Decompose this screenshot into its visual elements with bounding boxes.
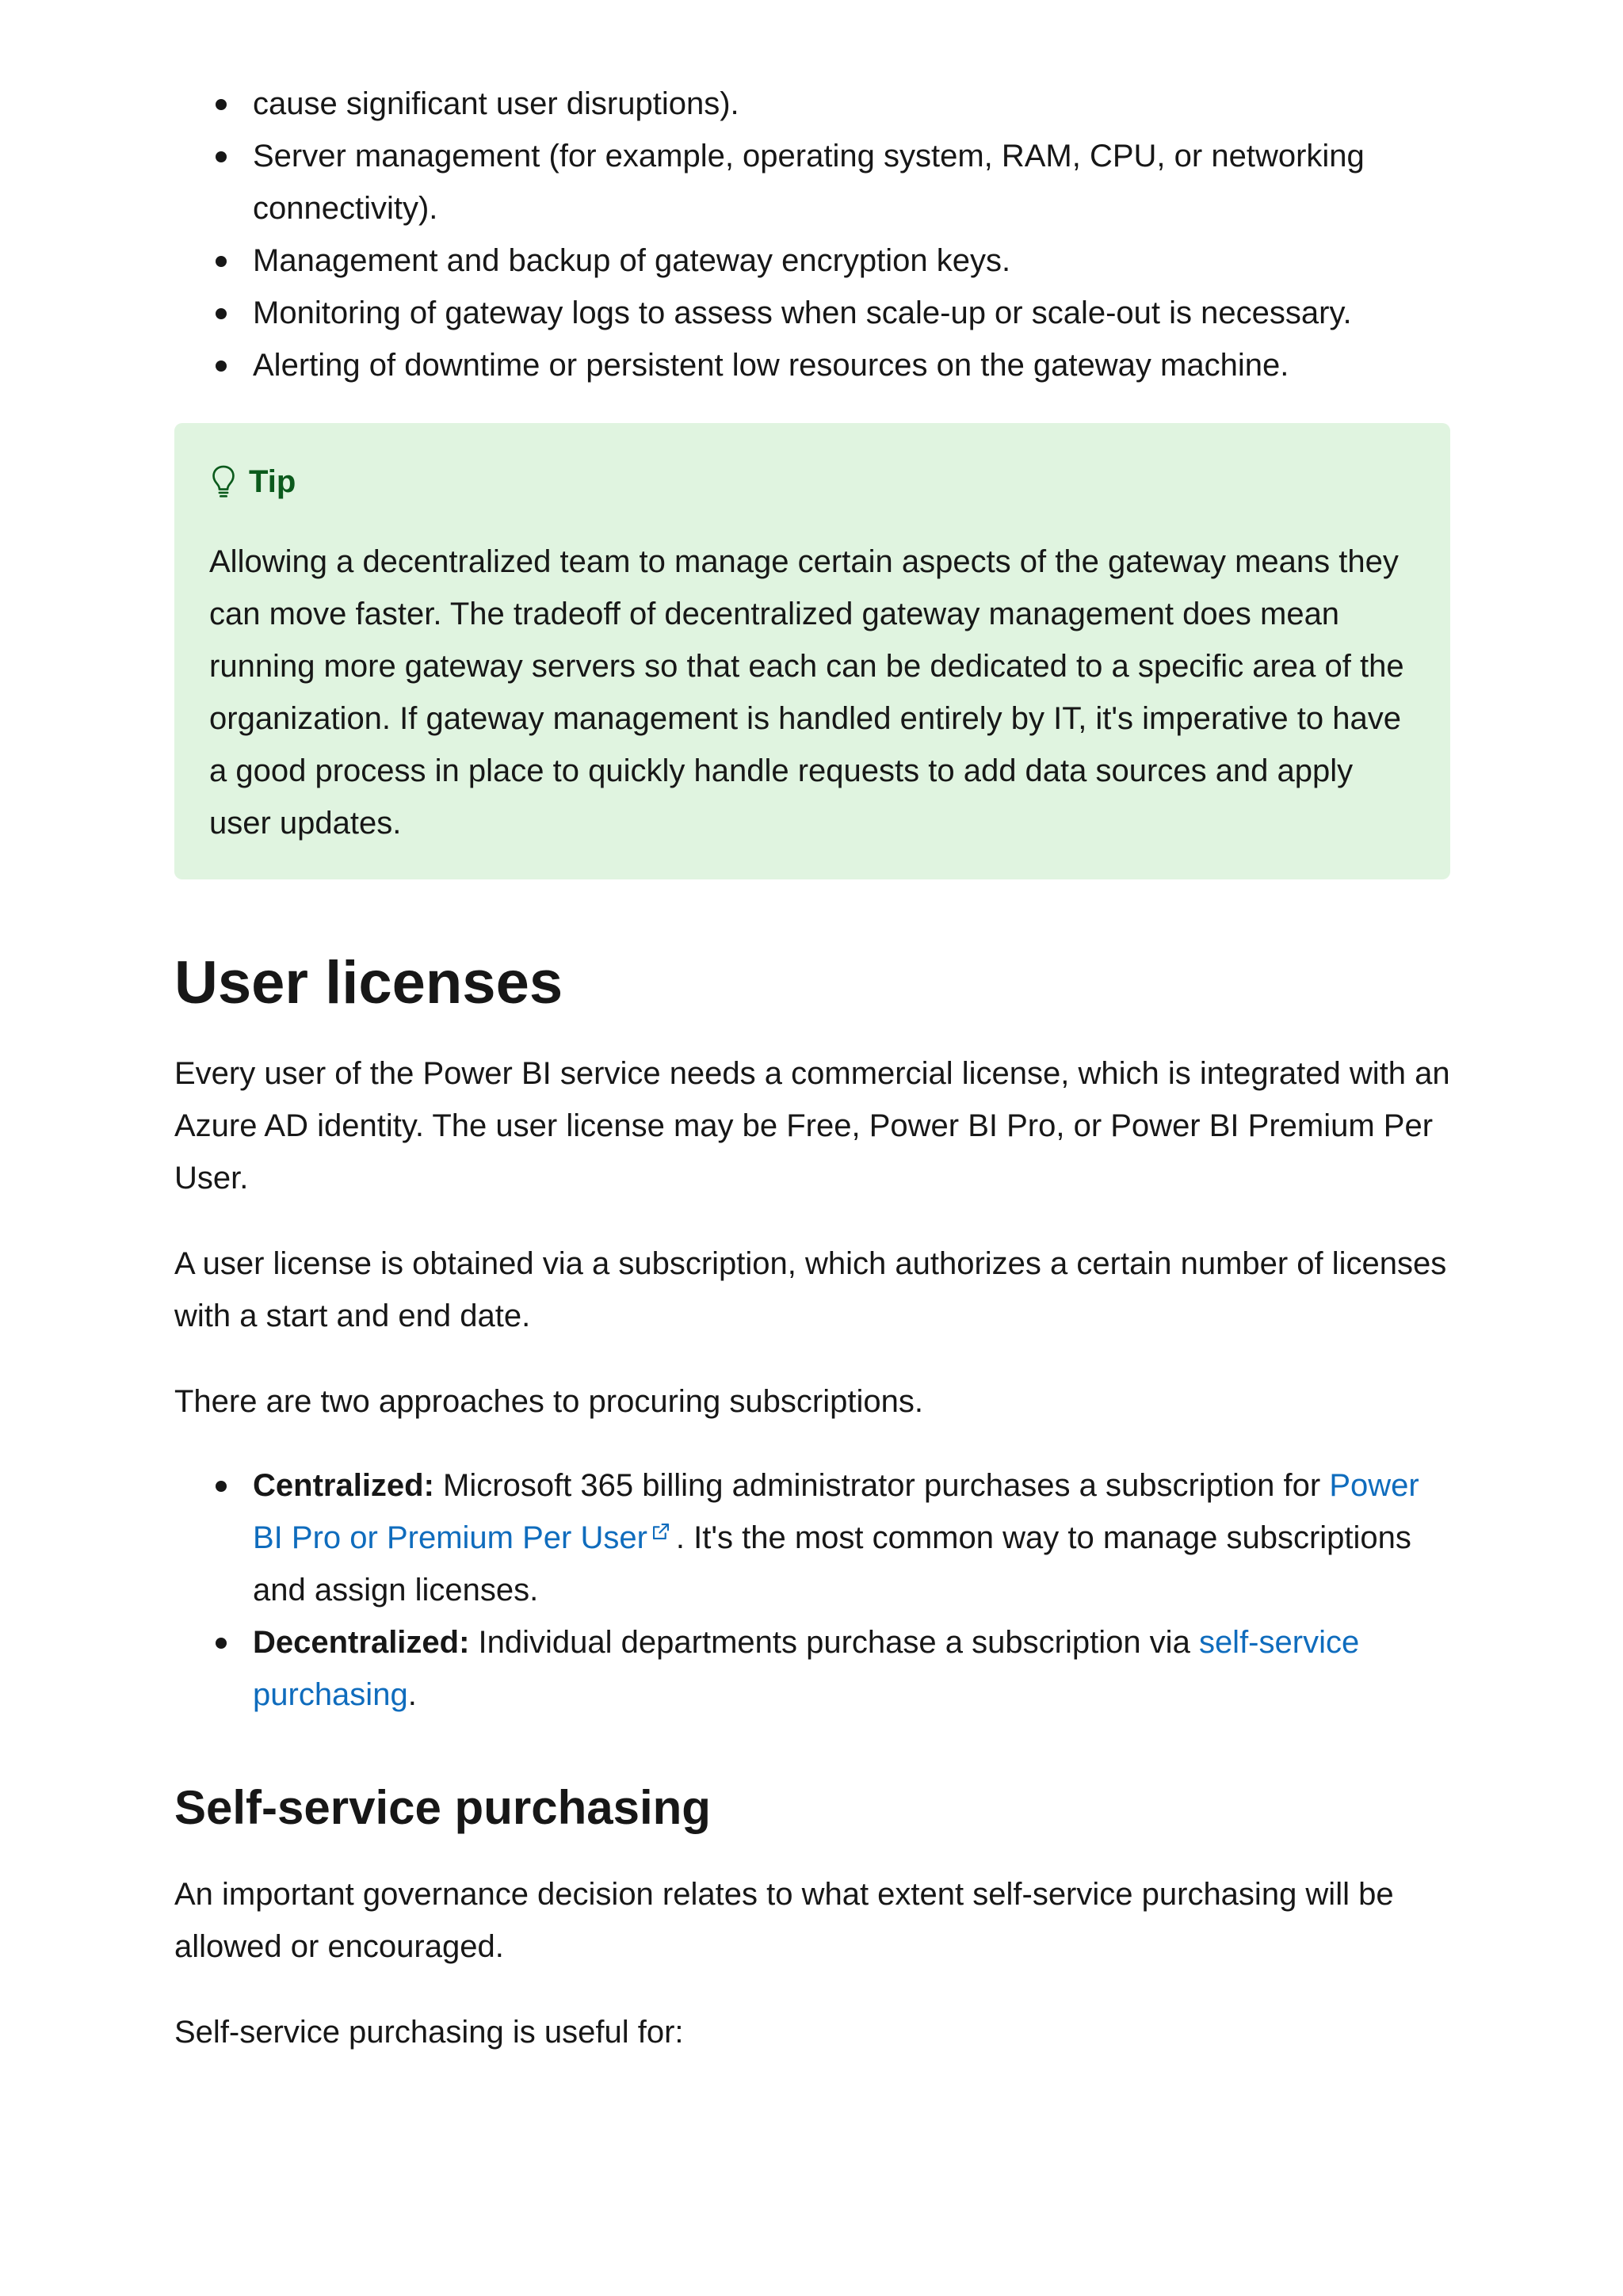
power-bi-pro-ppu-link[interactable]: Power BI Pro or Premium Per User bbox=[253, 1468, 1419, 1555]
subscription-approaches-list bbox=[174, 1459, 1450, 1721]
tip-text: Allowing a decentralized team to manage certain aspects of the gateway means they can move faster. The tradeoff of decentralized gateway management does mean running more gateway servers so that each can be dedicated to a specific area of the organization. If gateway management is handled entirely by IT, it's imperative to have a good process in place to quickly handle requests to add data sources and apply user updates. bbox=[209, 544, 1404, 841]
approach-label: Decentralized: bbox=[253, 1625, 470, 1660]
approach-text: . It's the most common way to manage subscriptions and assign licenses. bbox=[253, 1520, 1411, 1608]
article-content bbox=[174, 78, 1450, 2092]
self-service-purchasing-link[interactable]: self-service purchasing bbox=[253, 1625, 1360, 1712]
list-item-decentralized bbox=[253, 1616, 1450, 1721]
list-item: Management and backup of gateway encryption keys. bbox=[253, 235, 1450, 287]
paragraph: A user license is obtained via a subscription, which authorizes a certain number of licenses with a start and end date. bbox=[174, 1246, 1447, 1333]
approach-text: . bbox=[407, 1677, 417, 1712]
approach-text: Individual departments purchase a subscription via bbox=[469, 1625, 1199, 1660]
approach-text: Microsoft 365 billing administrator purchases a subscription for bbox=[433, 1468, 1330, 1503]
list-item: Server management (for example, operating system, RAM, CPU, or networking connectivity). bbox=[253, 130, 1450, 235]
external-link-icon[interactable] bbox=[651, 1521, 671, 1542]
paragraph: There are two approaches to procuring subscriptions. bbox=[174, 1384, 923, 1419]
list-item: Monitoring of gateway logs to assess when scale-up or scale-out is necessary. bbox=[253, 287, 1450, 339]
paragraph: Every user of the Power BI service needs a commercial license, which is integrated with an Azure AD identity. The user license may be Free, Power BI Pro, or Power BI Premium Per User. bbox=[174, 1056, 1450, 1196]
lightbulb-icon bbox=[209, 464, 238, 499]
list-item-centralized bbox=[253, 1459, 1450, 1616]
user-licenses-heading: User licenses bbox=[174, 949, 563, 1016]
self-service-purchasing-heading: Self-service purchasing bbox=[174, 1781, 711, 1834]
paragraph: Self-service purchasing is useful for: bbox=[174, 2015, 684, 2050]
list-item: Alerting of downtime or persistent low resources on the gateway machine. bbox=[253, 339, 1450, 391]
tip-callout bbox=[174, 423, 1450, 879]
paragraph: An important governance decision relates to what extent self-service purchasing will be allowed or encouraged. bbox=[174, 1877, 1394, 1964]
gateway-responsibilities-list bbox=[174, 78, 1450, 391]
tip-label: Tip bbox=[249, 464, 296, 499]
approach-label: Centralized: bbox=[253, 1468, 434, 1503]
tip-header bbox=[209, 463, 1415, 501]
list-item: cause significant user disruptions). bbox=[253, 78, 1450, 130]
